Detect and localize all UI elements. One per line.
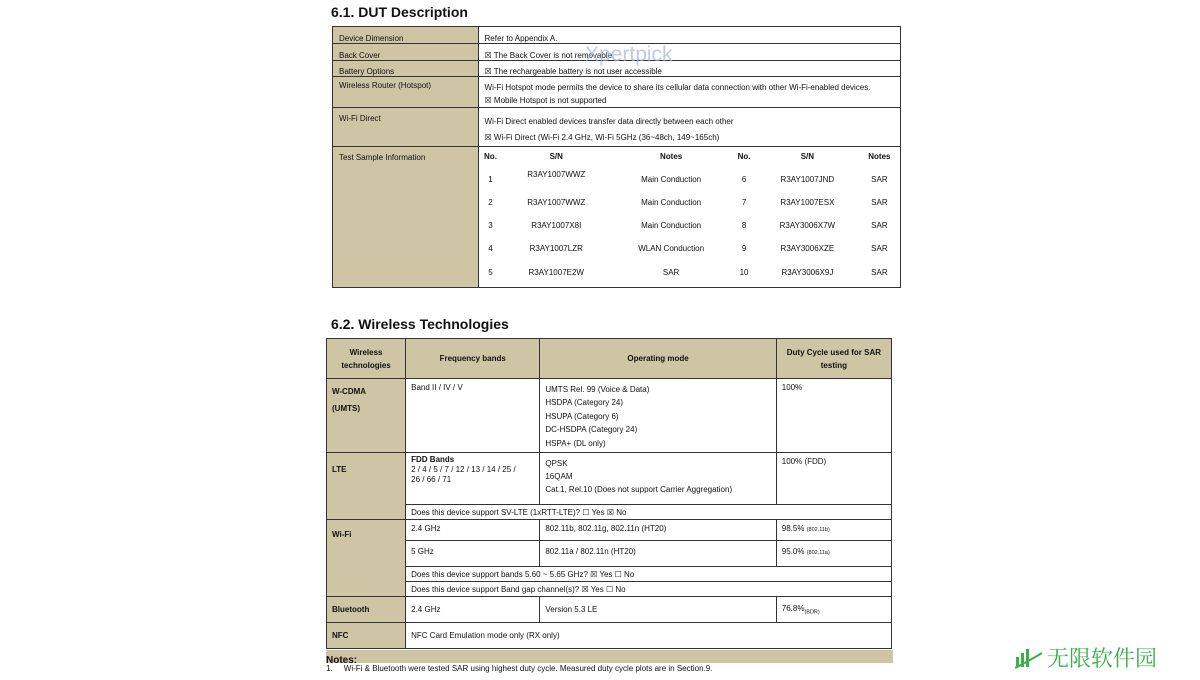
mode-line: 16QAM [545,472,573,482]
row-label: Back Cover [333,44,479,61]
svlte-question: Does this device support SV-LTE (1xRTT-LTE)? ☐ Yes ☒ No [406,505,892,520]
section-title-dut: 6.1. DUT Description [331,4,468,20]
cell: 5 [488,267,493,277]
tech-name: Wi-Fi [327,520,406,597]
cell: 3 [488,221,493,230]
cell: WLAN Conduction [638,244,705,253]
cell: R3AY1007ESX [780,198,835,207]
cell: 1 [488,174,493,184]
cell: SAR [871,174,888,184]
band-cell: 2.4 GHz [406,597,540,623]
mode-line: QPSK [545,459,568,469]
col-header: S/N [800,152,815,161]
mode-line: HSUPA (Category 6) [545,411,619,421]
cell: R3AY3006X9J [781,267,834,277]
band-line: 26 / 66 / 71 [411,475,452,485]
col-header: No. [484,152,497,161]
cell: Main Conduction [641,221,702,230]
bars-logo-icon [1015,647,1043,669]
sample-row [479,214,900,237]
col-header: Wireless technologies [327,339,406,379]
col-header: Frequency bands [406,339,540,379]
brand-text: 无限软件园 [1047,647,1158,672]
row-value: ☒ The rechargeable battery is not user accessible [478,61,900,77]
mode-cell: 802.11b, 802.11g, 802.11n (HT20) [540,520,776,541]
row-label: Device Dimension [333,27,479,44]
mode-cell: Version 5.3 LE [540,597,776,623]
band-cell: 2.4 GHz [406,520,540,541]
wireless-table [326,338,892,649]
cell: R3AY1007LZR [529,244,583,253]
tech-name: NFC [327,623,406,649]
row-value-line: ☒ Wi-Fi Direct (Wi-Fi 2.4 GHz, Wi-Fi 5GHz (36~48ch, 149~165ch) [484,133,720,142]
cell: R3AY1007JND [780,174,835,184]
cell: SAR [662,267,680,277]
sample-row [479,260,900,284]
tech-name: LTE [327,453,406,520]
sample-row [479,191,900,214]
cell: SAR [871,221,888,230]
mode-line: UMTS Rel. 99 (Voice & Data) [545,385,650,394]
duty-value: 76.8% [781,603,805,613]
cell: 8 [741,221,747,230]
mode-line: Cat.1, Rel.10 (Does not support Carrier Aggregation) [545,485,733,495]
wifi-question: Does this device support bands 5.60 ~ 5.65 GHz? ☒ Yes ☐ No [406,567,892,582]
cell: R3AY1007WWZ [527,198,586,207]
note-item: 1. Wi-Fi & Bluetooth were tested SAR using highest duty cycle. Measured duty cycle plots are in Section.9. [326,664,713,673]
row-value-line: ☒ Mobile Hotspot is not supported [484,96,607,105]
col-header: Notes [659,152,683,161]
cell: 2 [488,198,493,207]
duty-value: 95.0% [781,547,805,557]
mode-line: HSDPA (Category 24) [545,398,624,408]
sample-row [479,237,900,260]
sample-row [479,167,900,191]
duty-cell: 100% (FDD) [776,453,891,505]
duty-value: 98.5% [781,524,805,534]
cell: SAR [871,244,888,253]
cell: 6 [741,174,747,184]
row-value-line: Wi-Fi Direct enabled devices transfer data directly between each other [484,117,734,126]
cell: R3AY1007WWZ [527,170,586,179]
sample-table [479,147,900,284]
cell: Main Conduction [641,174,702,184]
cell: R3AY1007E2W [528,267,584,277]
section-title-wireless: 6.2. Wireless Technologies [331,316,509,332]
band-line: 2 / 4 / 5 / 7 / 12 / 13 / 14 / 25 / [411,465,516,475]
cell: R3AY1007X8I [531,221,582,230]
duty-note: (BDR) [804,609,820,616]
row-label: Wi-Fi Direct [333,108,479,147]
nfc-desc: NFC Card Emulation mode only (RX only) [406,623,892,649]
row-label: Test Sample Information [333,147,479,288]
col-header: No. [737,152,751,161]
col-header: S/N [549,152,563,161]
tech-name: W-CDMA [332,387,367,396]
cell: R3AY3006XZE [780,244,835,253]
tech-name: Bluetooth [327,597,406,623]
col-header: Duty Cycle used for SAR testing [776,339,891,379]
notes-bar [326,650,893,666]
cell: 7 [741,198,747,207]
mode-line: DC-HSDPA (Category 24) [545,425,638,435]
cell: 9 [741,244,747,253]
mode-cell: 802.11a / 802.11n (HT20) [540,541,776,567]
col-header: Notes [868,152,891,161]
notes-title: Notes: [326,655,358,666]
col-header: Operating mode [540,339,776,379]
brand-watermark [1015,642,1157,673]
row-label: Wireless Router (Hotspot) [333,77,479,108]
row-value: Refer to Appendix A. [478,27,900,44]
band-cell: Band II / IV / V [406,379,540,453]
row-value-line: Wi-Fi Hotspot mode permits the device to share its cellular data connection with other Wi-Fi-enabled devices. [484,83,871,92]
watermark-logo: Xpertpick [585,43,673,66]
band-title: FDD Bands [411,455,455,465]
band-cell: 5 GHz [406,541,540,567]
row-value: ☒ The Back Cover is not removable. [478,44,900,61]
duty-cell: 100% [776,379,891,453]
cell: SAR [871,198,888,207]
duty-note: (802.11a) [806,550,830,557]
cell: 4 [488,244,493,253]
cell: Main Conduction [641,198,702,207]
cell: SAR [871,267,888,277]
tech-name: (UMTS) [332,404,360,413]
wifi-question: Does this device support Band gap channel(s)? ☒ Yes ☐ No [406,582,892,597]
cell: R3AY3006X7W [779,221,836,230]
cell: 10 [739,267,749,277]
row-label: Battery Options [333,61,479,77]
duty-note: (802.11b) [806,527,830,534]
mode-line: HSPA+ (DL only) [545,438,606,448]
